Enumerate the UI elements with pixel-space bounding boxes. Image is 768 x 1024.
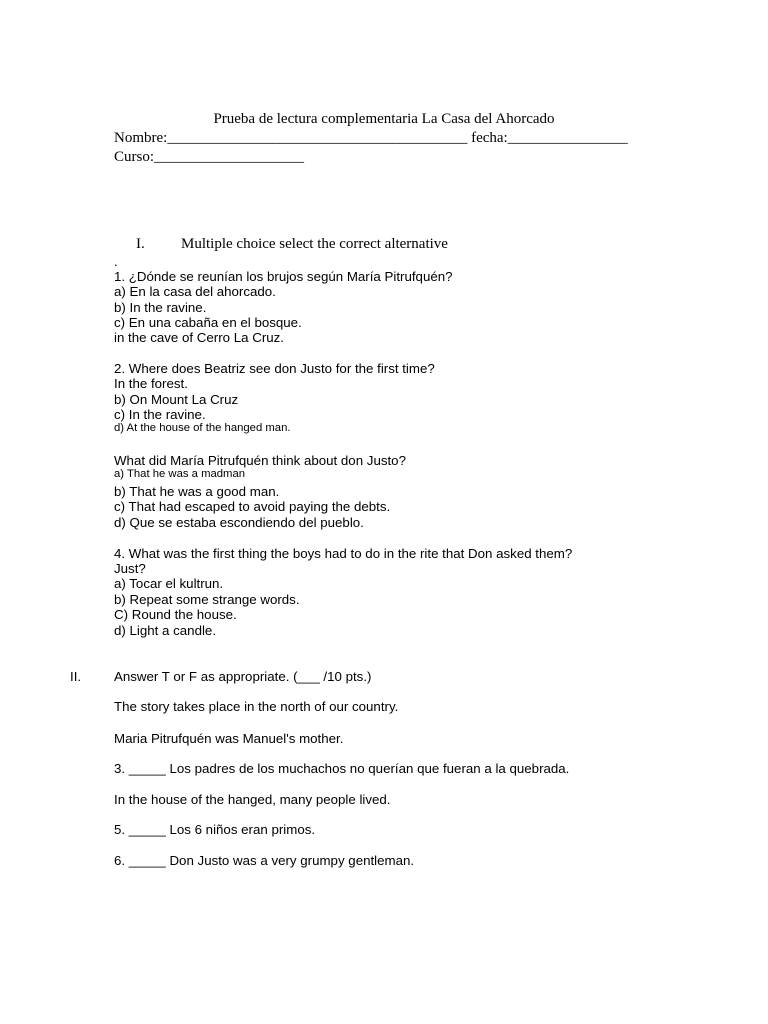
question-4-option-a: a) Tocar el kultrun.	[114, 576, 224, 591]
question-2-option-b: b) On Mount La Cruz	[114, 392, 239, 407]
question-1-option-c: c) En una cabaña en el bosque.	[114, 315, 302, 330]
tf-item-3: 3. _____ Los padres de los muchachos no querían que fueran a la quebrada.	[114, 761, 570, 776]
question-1-option-a: a) En la casa del ahorcado.	[114, 284, 276, 299]
question-2-option-a: In the forest.	[114, 376, 188, 391]
section-1-dot: .	[114, 254, 118, 269]
section-2-heading: Answer T or F as appropriate. (___ /10 pts.)	[114, 669, 372, 684]
question-1: 1. ¿Dónde se reunían los brujos según María Pitrufquén?	[114, 269, 453, 284]
question-4-option-b: b) Repeat some strange words.	[114, 592, 300, 607]
question-4-option-d: d) Light a candle.	[114, 623, 217, 638]
section-1-number: I.	[136, 236, 145, 252]
question-3-option-a: a) That he was a madman	[114, 468, 246, 480]
name-date-line: Nombre:________________________________________ fecha:________________	[114, 130, 628, 146]
question-1-option-b: b) In the ravine.	[114, 300, 207, 315]
tf-item-1: The story takes place in the north of our country.	[114, 699, 399, 714]
question-4-option-c: C) Round the house.	[114, 607, 237, 622]
course-line: Curso:____________________	[114, 149, 305, 165]
question-2: 2. Where does Beatriz see don Justo for the first time?	[114, 361, 435, 376]
question-2-option-d: d) At the house of the hanged man.	[114, 422, 291, 434]
question-3: What did María Pitrufquén think about don Justo?	[114, 453, 406, 468]
tf-item-5: 5. _____ Los 6 niños eran primos.	[114, 822, 316, 837]
question-3-option-d: d) Que se estaba escondiendo del pueblo.	[114, 515, 364, 530]
question-2-option-c: c) In the ravine.	[114, 407, 206, 422]
question-4: 4. What was the first thing the boys had to do in the rite that Don asked them?	[114, 546, 573, 561]
question-4-continuation: Just?	[114, 561, 146, 576]
tf-item-4: In the house of the hanged, many people lived.	[114, 792, 391, 807]
question-3-option-c: c) That had escaped to avoid paying the debts.	[114, 499, 391, 514]
section-1-heading: Multiple choice select the correct alternative	[181, 236, 448, 252]
section-2-number: II.	[70, 669, 82, 684]
question-1-option-d: in the cave of Cerro La Cruz.	[114, 330, 284, 345]
question-3-option-b: b) That he was a good man.	[114, 484, 280, 499]
tf-item-6: 6. _____ Don Justo was a very grumpy gentleman.	[114, 853, 415, 868]
tf-item-2: Maria Pitrufquén was Manuel's mother.	[114, 731, 344, 746]
document-title: Prueba de lectura complementaria La Casa del Ahorcado	[213, 111, 555, 127]
